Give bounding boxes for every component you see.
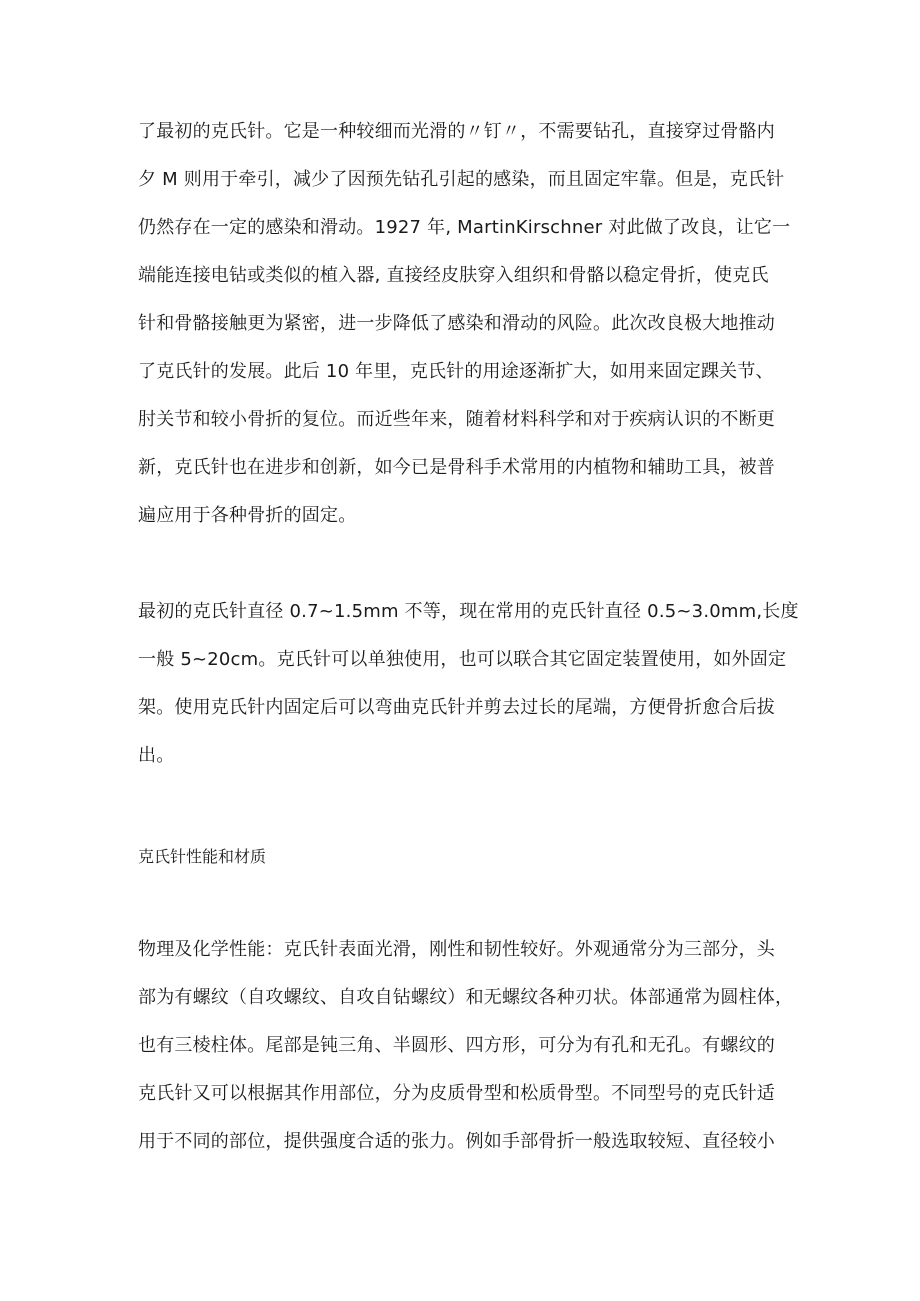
text-line: 新，克氏针也在进步和创新，如今已是骨科手术常用的内植物和辅助工具，被普 — [138, 457, 775, 478]
text-line: 一般 5~20cm。克氏针可以单独使用，也可以联合其它固定装置使用，如外固定 — [138, 649, 787, 670]
text-line: 用于不同的部位，提供强度合适的张力。例如手部骨折一般选取较短、直径较小 — [138, 1131, 775, 1152]
text-line: 了克氏针的发展。此后 10 年里，克氏针的用途逐渐扩大，如用来固定踝关节、 — [138, 361, 774, 382]
text-line: 也有三棱柱体。尾部是钝三角、半圆形、四方形，可分为有孔和无孔。有螺纹的 — [138, 1035, 775, 1056]
text-line: 肘关节和较小骨折的复位。而近些年来，随着材料科学和对于疾病认识的不断更 — [138, 409, 775, 430]
text-line: 了最初的克氏针。它是一种较细而光滑的〃钉〃，不需要钻孔，直接穿过骨骼内 — [138, 121, 775, 142]
text-line: 遍应用于各种骨折的固定。 — [138, 505, 357, 526]
text-line: 夕 M 则用于牵引，减少了因预先钻孔引起的感染，而且固定牢靠。但是，克氏针 — [138, 169, 785, 190]
text-line: 物理及化学性能：克氏针表面光滑，刚性和韧性较好。外观通常分为三部分，头 — [138, 939, 775, 960]
text-line: 端能连接电钻或类似的植入器, 直接经皮肤穿入组织和骨骼以稳定骨折，使克氏 — [138, 265, 769, 286]
text-line: 针和骨骼接触更为紧密，进一步降低了感染和滑动的风险。此次改良极大地推动 — [138, 313, 775, 334]
text-line: 部为有螺纹（自攻螺纹、自攻自钻螺纹）和无螺纹各种刃状。体部通常为圆柱体， — [138, 987, 794, 1008]
text-line: 最初的克氏针直径 0.7~1.5mm 不等，现在常用的克氏针直径 0.5~3.0mm,长度 — [138, 601, 799, 622]
text-line: 仍然存在一定的感染和滑动。1927 年, MartinKirschner 对此做了改良，让它一 — [138, 217, 791, 238]
text-line: 架。使用克氏针内固定后可以弯曲克氏针并剪去过长的尾端，方便骨折愈合后拔 — [138, 697, 775, 718]
text-line: 出。 — [138, 745, 175, 766]
section-heading: 克氏针性能和材质 — [138, 847, 267, 866]
text-line: 克氏针又可以根据其作用部位，分为皮质骨型和松质骨型。不同型号的克氏针适 — [138, 1083, 775, 1104]
